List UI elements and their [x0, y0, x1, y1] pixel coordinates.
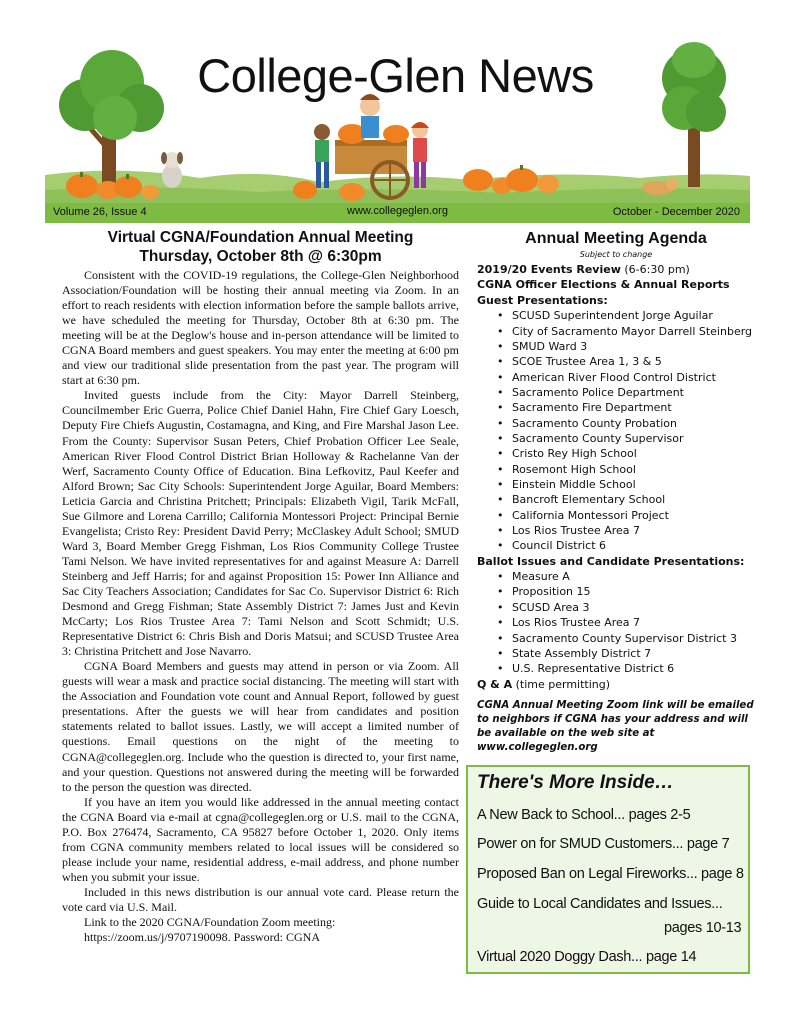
- more-inside-box: [466, 765, 750, 974]
- article-headline: [62, 228, 459, 266]
- article-headline-line2: Thursday, October 8th @ 6:30pm: [139, 248, 382, 265]
- article-headline-line1: Virtual CGNA/Foundation Annual Meeting: [107, 229, 414, 246]
- list-item: • State Assembly District 7: [497, 646, 652, 660]
- list-item: • SCUSD Superintendent Jorge Aguilar: [497, 309, 713, 323]
- list-item: • Proposition 15: [497, 585, 591, 599]
- events-review-time: (6-6:30 pm): [620, 263, 690, 276]
- website-link[interactable]: www.collegeglen.org: [347, 205, 448, 217]
- article-paragraph: Included in this news distribution is our annual vote card. Please return the vote card via U.S. Mail.: [62, 884, 459, 914]
- list-item: • Bancroft Elementary School: [497, 493, 666, 507]
- article-paragraph: Consistent with the COVID-19 regulations, the College-Glen Neighborhood Association/Foundation will be hosting their annual meeting via Zoom. In an effort to reach residents with election information before the sample ballots arrive, we have scheduled the meeting for Thursday, October 8th at 6:30 pm. The meeting will be at the Deglow's house and in-person attendance will be limited to CGNA Board members and guest speakers. You may enter the meeting at 6:00 pm and view our traditional slide presentation from the past year. The program will start at 6:30 pm.: [62, 268, 459, 388]
- article-paragraph: Invited guests include from the City: Mayor Darrell Steinberg, Councilmember Eric Guerra, Police Chief Daniel Hahn, Fire Chief Gary Loesch, Deputy Fire Chiefs Augustin, Costamagna, and King, and Fire Marshal Jason Lee. From the County: Supervisor Susan Peters, Chief Probation Officer Lee Seale, American River Flood Control District Brian Holloway & Rachelanne Van der Werf, Sacramento County Office of Education. Bina Lefkovitz, Paul Keefer and Alford Brown; Sac City Schools: Superintendent Jorge Aguilar, Board Members: Leticia Garcia and Christina Pritchett; Principals: Elizabeth Vigil, Tarik McFall, Sue Gilmore and Lorena Carrillo; California Montessori Project: Principal Bernie Evangelista; Cristo Rey: President David Perry; McClaskey Adult School; SMUD Ward 3, Board Member Gregg Fishman, Los Rios Community College Trustee Tami Nelson. We have invited representatives for and against Measure A: Darrell Steinberg and Jeff Harris; for and against Proposition 15: Power Inn Alliance and Sac City Teachers Association; Candidates for Sac Co. Supervisor District 6: Rich Desmond and Gregg Fishman; State Assembly District 7: James Just and Kevin McCarty; Los Rios Trustee Area 7: Tami Nelson and Scott Schmidt; U.S. Representative District 6: Chris Bish and Doris Matsui; and SCUSD Trustee Area 3: Christina Pritchett and Jose Navarro.: [62, 388, 459, 659]
- zoom-link-url[interactable]: https://zoom.us/j/9707190098. Password: CGNA: [84, 930, 321, 945]
- newsletter-title: College-Glen News: [197, 49, 594, 102]
- meeting-agenda: [477, 229, 755, 755]
- masthead: [0, 0, 791, 226]
- article-paragraph: CGNA Board Members and guests may attend in person or via Zoom. All guests will wear a mask and practice social distancing. The meeting will start with the Association and Foundation vote count and Annual Report, followed by guest presentations. After the guests we will hear from candidates and position statements related to ballot issues. Lastly, we will accept a limited number of questions. Email questions on the night of the meeting to CGNA@collegeglen.org. Include who the question is directed to, your first name, and your question. Questions not answered during the meeting will be forwarded to the person the question was directed.: [62, 659, 459, 794]
- bullet-icon: •: [497, 416, 504, 430]
- inside-item: Proposed Ban on Legal Fireworks... page 8: [477, 866, 744, 882]
- qa-note: (time permitting): [512, 677, 611, 691]
- list-item: • Cristo Rey High School: [497, 447, 637, 461]
- agenda-qa: [477, 677, 755, 692]
- bullet-icon: •: [497, 600, 504, 614]
- list-item: • Sacramento Police Department: [497, 385, 684, 399]
- list-item: • SMUD Ward 3: [497, 339, 588, 353]
- bullet-icon: •: [497, 570, 504, 584]
- bullet-icon: •: [497, 447, 504, 461]
- agenda-officer-elections: CGNA Officer Elections & Annual Reports: [477, 278, 730, 292]
- inside-item: pages 10-13: [664, 920, 742, 936]
- annual-meeting-article: [62, 228, 459, 945]
- bullet-icon: •: [497, 524, 504, 538]
- bullet-icon: •: [497, 478, 504, 491]
- list-item: • City of Sacramento Mayor Darrell Steinberg: [497, 324, 753, 338]
- masthead-illustration: [0, 0, 791, 226]
- qa-label: Q & A: [477, 677, 513, 691]
- masthead-band: [45, 203, 750, 223]
- list-item: • Sacramento County Supervisor: [497, 431, 684, 445]
- list-item: • Sacramento County Supervisor District 3: [497, 631, 737, 645]
- article-paragraph: If you have an item you would like addressed in the annual meeting contact the CGNA Board via e-mail at cgna@collegeglen.org or U.S. mail to the CGNA, P.O. Box 276474, Sacramento, CA 95827 before October 1, 2020. Only items from CGNA community members related to local issues will be considered so please include your name, residential address, e-mail address, and phone number when you submit your issue.: [62, 794, 459, 884]
- bullet-icon: •: [497, 370, 504, 384]
- ballot-issues-heading: Ballot Issues and Candidate Presentations:: [477, 554, 745, 568]
- list-item: • Measure A: [497, 570, 570, 584]
- bullet-icon: •: [497, 309, 504, 323]
- list-item: • U.S. Representative District 6: [497, 662, 675, 676]
- bullet-icon: •: [497, 385, 504, 399]
- bullet-icon: •: [497, 493, 504, 507]
- bullet-icon: •: [497, 508, 504, 522]
- issue-date-range: October - December 2020: [612, 206, 740, 218]
- volume-issue: Volume 26, Issue 4: [53, 206, 147, 218]
- guest-list: [477, 308, 755, 554]
- inside-item: A New Back to School... pages 2-5: [477, 807, 691, 823]
- list-item: • Sacramento Fire Department: [497, 401, 672, 415]
- inside-item: Guide to Local Candidates and Issues...: [477, 896, 723, 912]
- zoom-link-note: CGNA Annual Meeting Zoom link will be emailed to neighbors if CGNA has your address and will be available on the web site at www.collegeglen.org: [477, 699, 754, 753]
- list-item: • Los Rios Trustee Area 7: [497, 524, 641, 538]
- bullet-icon: •: [497, 355, 504, 369]
- bullet-icon: •: [497, 431, 504, 445]
- list-item: • Einstein Middle School: [497, 478, 636, 491]
- bullet-icon: •: [497, 462, 504, 476]
- bullet-icon: •: [497, 616, 504, 630]
- agenda-subtitle: Subject to change: [579, 250, 653, 259]
- list-item: • Sacramento County Probation: [497, 416, 677, 430]
- inside-item: Power on for SMUD Customers... page 7: [477, 836, 730, 852]
- list-item: • SCOE Trustee Area 1, 3 & 5: [497, 355, 662, 369]
- list-item: • Rosemont High School: [497, 462, 636, 476]
- zoom-link-label: Link to the 2020 CGNA/Foundation Zoom meeting:: [84, 915, 336, 930]
- bullet-icon: •: [497, 401, 504, 415]
- guest-presentations-heading: Guest Presentations:: [477, 293, 608, 307]
- bullet-icon: •: [497, 539, 504, 553]
- list-item: • California Montessori Project: [497, 508, 669, 522]
- dog-icon: [161, 152, 183, 188]
- bullet-icon: •: [497, 585, 504, 599]
- list-item: • American River Flood Control District: [497, 370, 716, 384]
- agenda-title: Annual Meeting Agenda: [525, 230, 707, 247]
- bullet-icon: •: [497, 662, 504, 676]
- bullet-icon: •: [497, 324, 504, 338]
- ballot-list: [477, 569, 755, 676]
- bullet-icon: •: [497, 339, 504, 353]
- more-inside-title: There's More Inside…: [477, 772, 674, 793]
- list-item: • Los Rios Trustee Area 7: [497, 616, 641, 630]
- list-item: • SCUSD Area 3: [497, 600, 590, 614]
- bullet-icon: •: [497, 646, 504, 660]
- inside-item: Virtual 2020 Doggy Dash... page 14: [477, 949, 697, 965]
- bullet-icon: •: [497, 631, 504, 645]
- list-item: • Council District 6: [497, 539, 607, 553]
- events-review-label: 2019/20 Events Review: [477, 263, 621, 276]
- agenda-events-review: [477, 262, 755, 277]
